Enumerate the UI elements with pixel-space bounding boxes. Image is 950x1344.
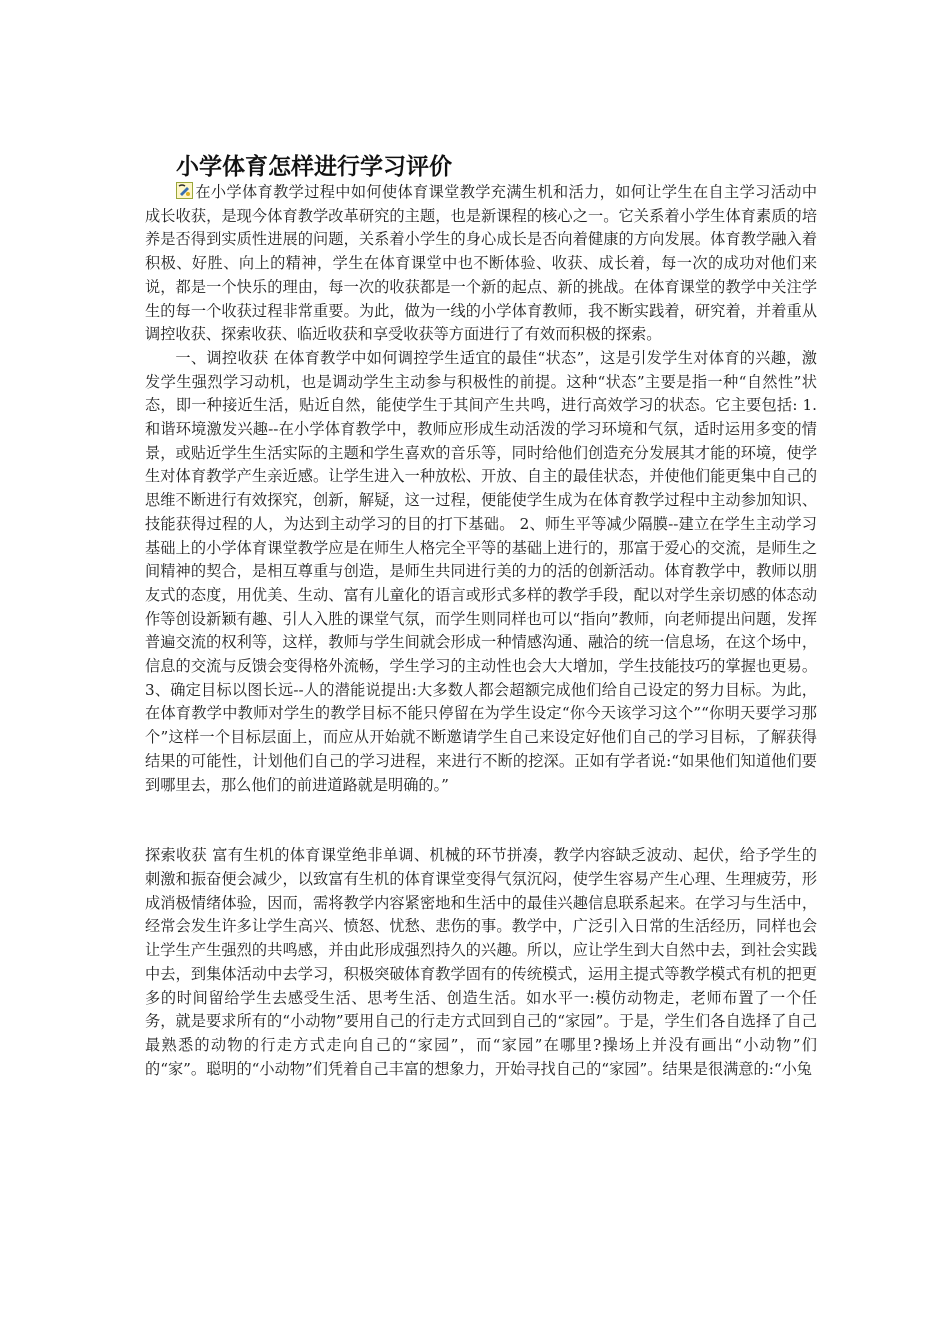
paragraph-intro-text: 在小学体育教学过程中如何使体育课堂教学充满生机和活力，如何让学生在自主学习活动中成长收获，是现今体育教学改革研究的主题，也是新课程的核心之一。它关系着小学生体育素质的培养是否得到实质性进展的问题，关系着小学生的身心成长是否向着健康的方向发展。体育教学融入着积极、好胜、向上的精神，学生在体育课堂中也不断体验、收获、成长着，每一次的成功对他们来说，都是一个快乐的理由，每一次的收获都是一个新的起点、新的挑战。在体育课堂的教学中关注学生的每一个收获过程非常重要。为此，做为一线的小学体育教师，我不断实践着，研究着，并着重从调控收获、探索收获、临近收获和享受收获等方面进行了有效而积极的探索。 [145,183,817,344]
document-body [145,181,817,1081]
paragraph-intro [145,181,817,347]
paragraph-section-1: 一、调控收获 在体育教学中如何调控学生适宜的最佳“状态”，这是引发学生对体育的兴趣，激发学生强烈学习动机，也是调动学生主动参与积极性的前提。这种“状态”主要是指一种“自然性”状态，即一种接近生活，贴近自然，能使学生于其间产生共鸣，进行高效学习的状态。它主要包括: 1.和谐环境激发兴趣--在小学体育教学中，教师应形成生动活泼的学习环境和气氛，适时运用多变的情景，或贴近学生生活实际的主题和学生喜欢的音乐等，同时给他们创造充分发展其才能的环境，使学生对体育教学产生亲近感。让学生进入一种放松、开放、自主的最佳状态，并使他们能更集中自己的思维不断进行有效探究，创新，解疑，这一过程，便能使学生成为在体育教学过程中主动参加知识、技能获得过程的人，为达到主动学习的目的打下基础。 2、师生平等减少隔膜--建立在学生主动学习基础上的小学体育课堂教学应是在师生人格完全平等的基础上进行的，那富于爱心的交流，是师生之间精神的契合，是相互尊重与创造，是师生共同进行美的力的活的创新活动。体育教学中，教师以朋友式的态度，用优美、生动、富有儿童化的语言或形式多样的教学手段，配以对学生亲切感的体态动作等创设新颖有趣、引人入胜的课堂气氛，而学生则同样也可以“指向”教师，向老师提出问题，发挥普遍交流的权利等，这样，教师与学生间就会形成一种情感沟通、融洽的统一信息场，在这个场中，信息的交流与反馈会变得格外流畅，学生学习的主动性也会大大增加，学生技能技巧的掌握也更易。 3、确定目标以图长远--人的潜能说提出:大多数人都会超额完成他们给自己设定的努力目标。为此，在体育教学中教师对学生的教学目标不能只停留在为学生设定“你今天该学习这个”“你明天要学习那个”这样一个目标层面上，而应从开始就不断邀请学生自己来设定好他们自己的学习目标，了解获得结果的可能性，计划他们自己的学习进程，来进行不断的挖深。正如有学者说:“如果他们知道他们要到哪里去，那么他们的前进道路就是明确的。” [145,348,817,794]
paragraph-section-2: 探索收获 富有生机的体育课堂绝非单调、机械的环节拼凑，教学内容缺乏波动、起伏，给予学生的刺激和振奋便会减少，以致富有生机的体育课堂变得气氛沉闷，使学生容易产生心理、生理疲劳，形成消极情绪体验，因而，需将教学内容紧密地和生活中的最佳兴趣信息联系起来。在学习与生活中，经常会发生许多让学生高兴、愤怒、忧愁、悲伤的事。教学中，广泛引入日常的生活经历，同样也会让学生产生强烈的共鸣感，并由此形成强烈持久的兴趣。所以，应让学生到大自然中去，到社会实践中去，到集体活动中去学习，积极突破体育教学固有的传统模式，运用主提式等教学模式有机的把更多的时间留给学生去感受生活、思考生活、创造生活。如水平一:模仿动物走，老师布置了一个任务，就是要求所有的“小动物”要用自己的行走方式回到自己的“家园”。于是，学生们各自选择了自己最熟悉的动物的行走方式走向自己的“家园”，而“家园”在哪里?操场上并没有画出“小动物”们的“家”。聪明的“小动物”们凭着自己丰富的想象力，开始寻找自己的“家园”。结果是很满意的:“小兔 [145,846,817,1078]
document-edit-icon [176,182,193,199]
document-title: 小学体育怎样进行学习评价 [176,153,452,180]
paragraph-gap [145,797,817,844]
